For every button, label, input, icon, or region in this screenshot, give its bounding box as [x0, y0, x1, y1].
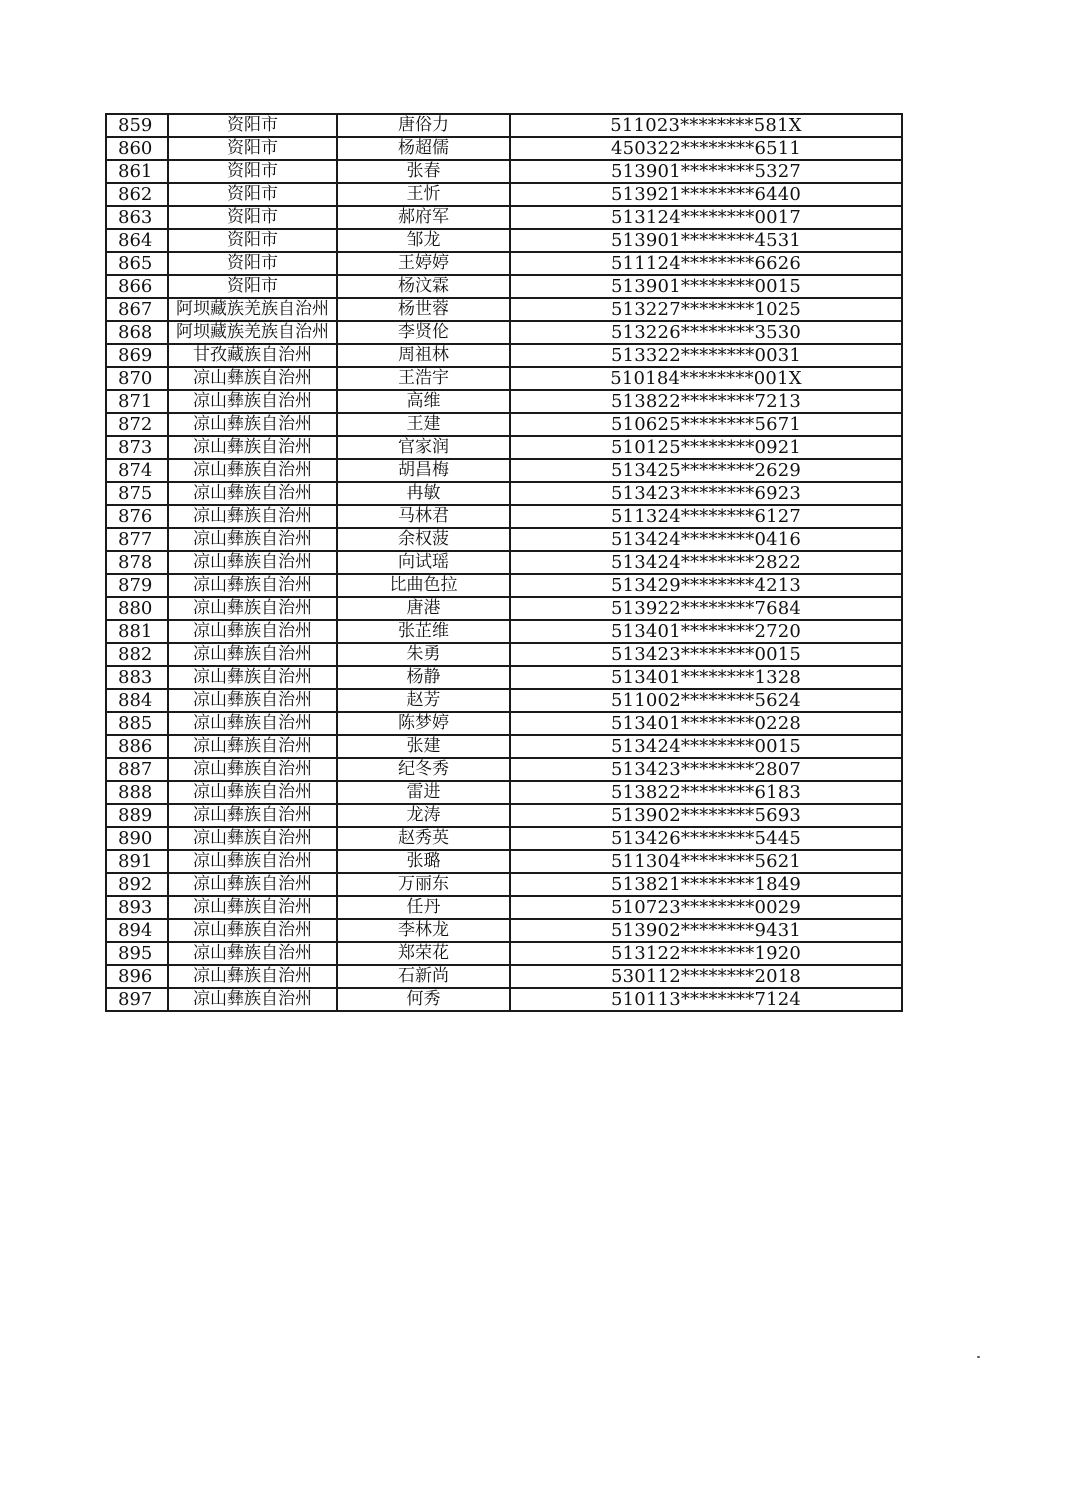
name-cell: 杨超儒: [337, 137, 510, 160]
name-cell: 石新尚: [337, 965, 510, 988]
id-number-cell: 513322********0031: [510, 344, 902, 367]
id-number-cell: 450322********6511: [510, 137, 902, 160]
table-row: [106, 942, 902, 965]
serial-number-cell: 897: [106, 988, 168, 1011]
name-cell: 杨世蓉: [337, 298, 510, 321]
id-number-cell: 510625********5671: [510, 413, 902, 436]
serial-number-cell: 873: [106, 436, 168, 459]
region-cell: 凉山彝族自治州: [168, 367, 337, 390]
serial-number-cell: 887: [106, 758, 168, 781]
id-number-cell: 513124********0017: [510, 206, 902, 229]
name-cell: 何秀: [337, 988, 510, 1011]
region-cell: 甘孜藏族自治州: [168, 344, 337, 367]
id-number-cell: 513901********4531: [510, 229, 902, 252]
name-cell: 张芷维: [337, 620, 510, 643]
table-row: [106, 436, 902, 459]
table-row: [106, 965, 902, 988]
name-cell: 唐俗力: [337, 114, 510, 137]
region-cell: 凉山彝族自治州: [168, 505, 337, 528]
region-cell: 阿坝藏族羌族自治州: [168, 298, 337, 321]
serial-number-cell: 867: [106, 298, 168, 321]
id-number-cell: 511304********5621: [510, 850, 902, 873]
region-cell: 凉山彝族自治州: [168, 988, 337, 1011]
region-cell: 凉山彝族自治州: [168, 873, 337, 896]
name-cell: 唐港: [337, 597, 510, 620]
region-cell: 凉山彝族自治州: [168, 643, 337, 666]
table-row: [106, 850, 902, 873]
serial-number-cell: 879: [106, 574, 168, 597]
serial-number-cell: 896: [106, 965, 168, 988]
name-cell: 周祖林: [337, 344, 510, 367]
region-cell: 凉山彝族自治州: [168, 712, 337, 735]
serial-number-cell: 864: [106, 229, 168, 252]
name-cell: 任丹: [337, 896, 510, 919]
table-row: [106, 229, 902, 252]
region-cell: 资阳市: [168, 183, 337, 206]
id-number-cell: 513426********5445: [510, 827, 902, 850]
name-cell: 张璐: [337, 850, 510, 873]
table-row: [106, 988, 902, 1011]
id-number-cell: 510125********0921: [510, 436, 902, 459]
table-row: [106, 114, 902, 137]
region-cell: 凉山彝族自治州: [168, 482, 337, 505]
table-row: [106, 321, 902, 344]
table-row: [106, 183, 902, 206]
name-cell: 赵芳: [337, 689, 510, 712]
id-number-cell: 513401********2720: [510, 620, 902, 643]
id-number-cell: 511023********581X: [510, 114, 902, 137]
table-row: [106, 413, 902, 436]
serial-number-cell: 866: [106, 275, 168, 298]
region-cell: 资阳市: [168, 206, 337, 229]
id-number-cell: 510184********001X: [510, 367, 902, 390]
table-row: [106, 206, 902, 229]
table-row: [106, 344, 902, 367]
region-cell: 凉山彝族自治州: [168, 597, 337, 620]
id-number-cell: 513122********1920: [510, 942, 902, 965]
id-number-cell: 513401********0228: [510, 712, 902, 735]
serial-number-cell: 881: [106, 620, 168, 643]
region-cell: 凉山彝族自治州: [168, 689, 337, 712]
id-number-cell: 513921********6440: [510, 183, 902, 206]
serial-number-cell: 860: [106, 137, 168, 160]
table-row: [106, 252, 902, 275]
name-cell: 纪冬秀: [337, 758, 510, 781]
name-cell: 向试瑶: [337, 551, 510, 574]
table-row: [106, 298, 902, 321]
id-number-cell: 513423********2807: [510, 758, 902, 781]
id-number-cell: 513227********1025: [510, 298, 902, 321]
serial-number-cell: 870: [106, 367, 168, 390]
name-cell: 马林君: [337, 505, 510, 528]
name-cell: 陈梦婷: [337, 712, 510, 735]
serial-number-cell: 876: [106, 505, 168, 528]
name-cell: 赵秀英: [337, 827, 510, 850]
region-cell: 凉山彝族自治州: [168, 551, 337, 574]
id-number-cell: 530112********2018: [510, 965, 902, 988]
serial-number-cell: 872: [106, 413, 168, 436]
table-row: [106, 597, 902, 620]
id-number-cell: 513902********5693: [510, 804, 902, 827]
roster-table: [105, 113, 903, 1012]
roster-table-body: [106, 114, 902, 1011]
table-row: [106, 551, 902, 574]
id-number-cell: 513902********9431: [510, 919, 902, 942]
serial-number-cell: 886: [106, 735, 168, 758]
id-number-cell: 513424********2822: [510, 551, 902, 574]
table-row: [106, 620, 902, 643]
region-cell: 资阳市: [168, 229, 337, 252]
serial-number-cell: 869: [106, 344, 168, 367]
region-cell: 凉山彝族自治州: [168, 620, 337, 643]
name-cell: 王婷婷: [337, 252, 510, 275]
serial-number-cell: 868: [106, 321, 168, 344]
table-row: [106, 482, 902, 505]
region-cell: 凉山彝族自治州: [168, 666, 337, 689]
id-number-cell: 513401********1328: [510, 666, 902, 689]
name-cell: 张建: [337, 735, 510, 758]
id-number-cell: 513423********6923: [510, 482, 902, 505]
name-cell: 杨静: [337, 666, 510, 689]
serial-number-cell: 877: [106, 528, 168, 551]
name-cell: 郑荣花: [337, 942, 510, 965]
id-number-cell: 511124********6626: [510, 252, 902, 275]
region-cell: 凉山彝族自治州: [168, 965, 337, 988]
region-cell: 凉山彝族自治州: [168, 896, 337, 919]
region-cell: 凉山彝族自治州: [168, 827, 337, 850]
table-row: [106, 666, 902, 689]
region-cell: 资阳市: [168, 137, 337, 160]
table-row: [106, 827, 902, 850]
table-row: [106, 528, 902, 551]
name-cell: 李贤伦: [337, 321, 510, 344]
table-row: [106, 390, 902, 413]
name-cell: 胡昌梅: [337, 459, 510, 482]
region-cell: 资阳市: [168, 252, 337, 275]
table-row: [106, 781, 902, 804]
serial-number-cell: 895: [106, 942, 168, 965]
name-cell: 李林龙: [337, 919, 510, 942]
name-cell: 比曲色拉: [337, 574, 510, 597]
serial-number-cell: 871: [106, 390, 168, 413]
region-cell: 凉山彝族自治州: [168, 942, 337, 965]
serial-number-cell: 861: [106, 160, 168, 183]
serial-number-cell: 875: [106, 482, 168, 505]
table-row: [106, 804, 902, 827]
table-row: [106, 574, 902, 597]
id-number-cell: 513922********7684: [510, 597, 902, 620]
serial-number-cell: 893: [106, 896, 168, 919]
serial-number-cell: 883: [106, 666, 168, 689]
id-number-cell: 513423********0015: [510, 643, 902, 666]
table-row: [106, 689, 902, 712]
region-cell: 资阳市: [168, 275, 337, 298]
serial-number-cell: 892: [106, 873, 168, 896]
serial-number-cell: 882: [106, 643, 168, 666]
name-cell: 郝府军: [337, 206, 510, 229]
name-cell: 邹龙: [337, 229, 510, 252]
name-cell: 张春: [337, 160, 510, 183]
id-number-cell: 513226********3530: [510, 321, 902, 344]
table-row: [106, 367, 902, 390]
table-row: [106, 919, 902, 942]
region-cell: 凉山彝族自治州: [168, 735, 337, 758]
table-row: [106, 137, 902, 160]
name-cell: 冉敏: [337, 482, 510, 505]
name-cell: 杨汶霖: [337, 275, 510, 298]
serial-number-cell: 885: [106, 712, 168, 735]
serial-number-cell: 863: [106, 206, 168, 229]
document-page: [105, 113, 889, 1012]
id-number-cell: 513822********7213: [510, 390, 902, 413]
id-number-cell: 510723********0029: [510, 896, 902, 919]
region-cell: 资阳市: [168, 160, 337, 183]
region-cell: 凉山彝族自治州: [168, 574, 337, 597]
region-cell: 凉山彝族自治州: [168, 919, 337, 942]
table-row: [106, 735, 902, 758]
region-cell: 阿坝藏族羌族自治州: [168, 321, 337, 344]
serial-number-cell: 878: [106, 551, 168, 574]
name-cell: 王忻: [337, 183, 510, 206]
table-row: [106, 643, 902, 666]
name-cell: 龙涛: [337, 804, 510, 827]
name-cell: 雷进: [337, 781, 510, 804]
table-row: [106, 505, 902, 528]
region-cell: 凉山彝族自治州: [168, 436, 337, 459]
serial-number-cell: 888: [106, 781, 168, 804]
id-number-cell: 511002********5624: [510, 689, 902, 712]
id-number-cell: 513424********0416: [510, 528, 902, 551]
name-cell: 朱勇: [337, 643, 510, 666]
serial-number-cell: 890: [106, 827, 168, 850]
id-number-cell: 513821********1849: [510, 873, 902, 896]
name-cell: 王浩宇: [337, 367, 510, 390]
id-number-cell: 513901********0015: [510, 275, 902, 298]
region-cell: 凉山彝族自治州: [168, 459, 337, 482]
id-number-cell: 511324********6127: [510, 505, 902, 528]
serial-number-cell: 894: [106, 919, 168, 942]
table-row: [106, 758, 902, 781]
region-cell: 凉山彝族自治州: [168, 804, 337, 827]
region-cell: 凉山彝族自治州: [168, 528, 337, 551]
table-row: [106, 896, 902, 919]
serial-number-cell: 862: [106, 183, 168, 206]
region-cell: 凉山彝族自治州: [168, 781, 337, 804]
serial-number-cell: 859: [106, 114, 168, 137]
id-number-cell: 513429********4213: [510, 574, 902, 597]
serial-number-cell: 889: [106, 804, 168, 827]
id-number-cell: 513822********6183: [510, 781, 902, 804]
id-number-cell: 513424********0015: [510, 735, 902, 758]
region-cell: 凉山彝族自治州: [168, 390, 337, 413]
serial-number-cell: 880: [106, 597, 168, 620]
id-number-cell: 513901********5327: [510, 160, 902, 183]
name-cell: 余权菠: [337, 528, 510, 551]
table-row: [106, 160, 902, 183]
table-row: [106, 873, 902, 896]
serial-number-cell: 865: [106, 252, 168, 275]
table-row: [106, 275, 902, 298]
serial-number-cell: 874: [106, 459, 168, 482]
name-cell: 王建: [337, 413, 510, 436]
serial-number-cell: 891: [106, 850, 168, 873]
id-number-cell: 510113********7124: [510, 988, 902, 1011]
name-cell: 高维: [337, 390, 510, 413]
scan-speck: [977, 1356, 980, 1358]
region-cell: 凉山彝族自治州: [168, 850, 337, 873]
region-cell: 资阳市: [168, 114, 337, 137]
id-number-cell: 513425********2629: [510, 459, 902, 482]
name-cell: 官家润: [337, 436, 510, 459]
name-cell: 万丽东: [337, 873, 510, 896]
serial-number-cell: 884: [106, 689, 168, 712]
table-row: [106, 712, 902, 735]
region-cell: 凉山彝族自治州: [168, 758, 337, 781]
region-cell: 凉山彝族自治州: [168, 413, 337, 436]
table-row: [106, 459, 902, 482]
